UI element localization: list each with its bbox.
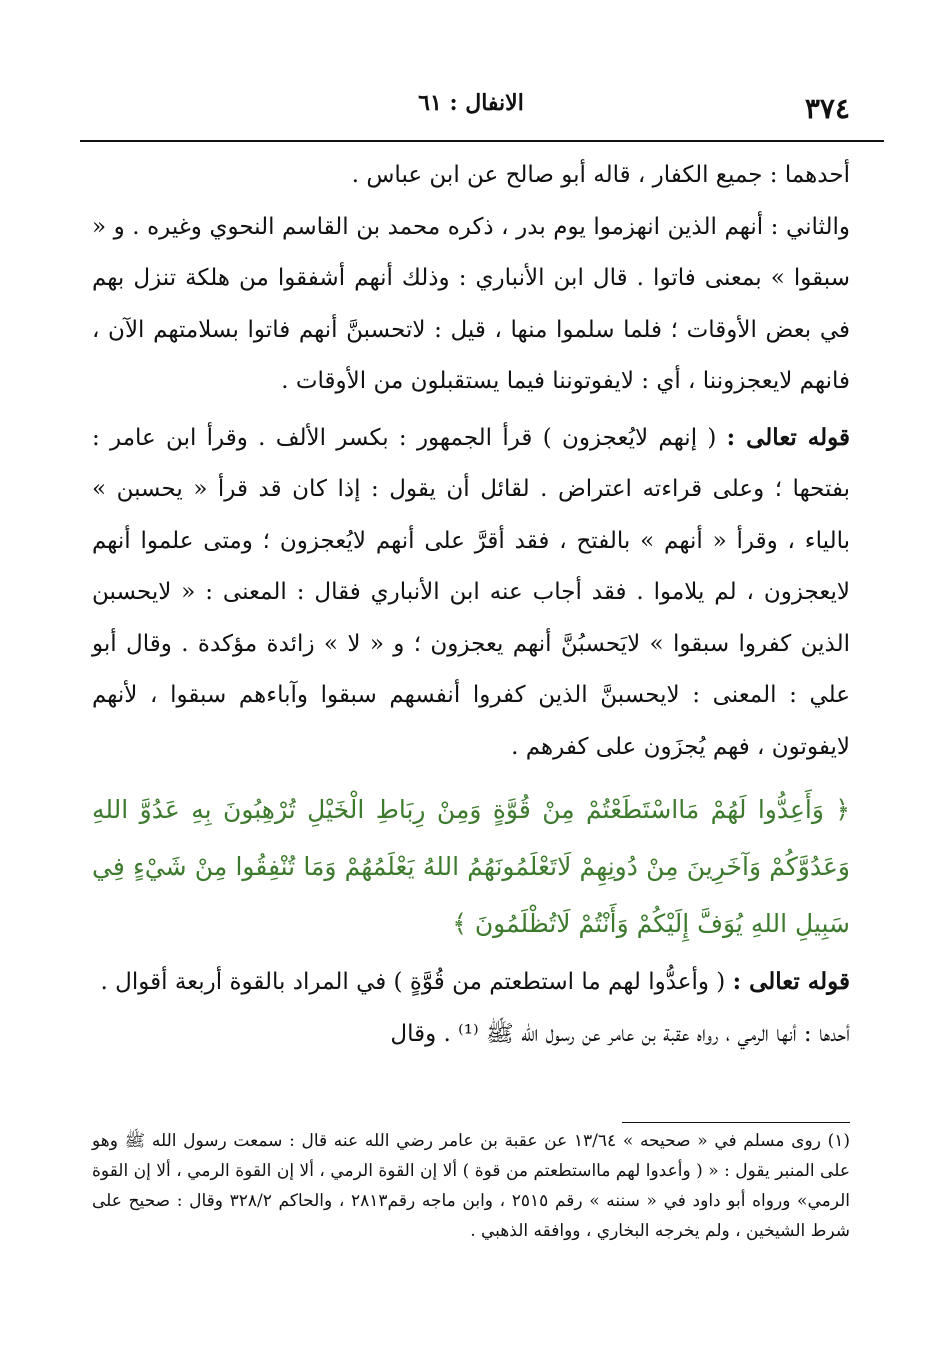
paragraph-verse-commentary — [92, 956, 850, 1009]
footnote-1: (١) روى مسلم في « صحيحه » ١٣/٦٤ عن عقبة بن عامر رضي الله عنه قال : سمعت رسول الله ﷺ وهو على المنبر يقول : « ( وأعدوا لهم مااستطعتم من قوة ) ألا إن القوة الرمي ، ألا إن القوة الرمي ، ألا إن القوة الرمي» ورواه أبو داود في « سننه » رقم ٢٥١٥ ، وابن ماجه رقم٢٨١٣ ، والحاكم ٣٢٨/٢ وقال : صحيح على شرط الشيخين ، ولم يخرجه البخاري ، ووافقه الذهبي . — [92, 1131, 851, 1241]
running-title: الانفال : ٦١ — [418, 90, 524, 116]
page-number: ٣٧٤ — [804, 92, 850, 125]
verse-commentary-lead: قوله تعالى : — [732, 968, 850, 995]
paragraph-commentary — [92, 412, 850, 774]
header-divider — [80, 140, 884, 142]
page-header — [80, 82, 862, 125]
paragraph-second-saying: والثاني : أنهم الذين انهزموا يوم بدر ، ذكره محمد بن القاسم النحوي وغيره . و « سبقوا » بمعنى فاتوا . قال ابن الأنباري : وذلك أنهم أشفقوا من هلكة تنزل بهم في بعض الأوقات ؛ فلما سلموا منها ، قيل : لاتحسبنَّ أنهم فاتوا بسلامتهم الآن ، فانهم لايعجزوننا ، أي : لايفوتوننا فيما يستقبلون من الأوقات . — [92, 213, 850, 394]
commentary-text: ( إنهم لايُعجزون ) قرأ الجمهور : بكسر الألف . وقرأ ابن عامر : بفتحها ؛ وعلى قراءته اعتراض . لقائل أن يقول : إذا كان قد قرأ « يحسبن » بالياء ، وقرأ « أنهم » بالفتح ، فقد أقرَّ على أنهم لايُعجزون ؛ ومتى علموا أنهم لايعجزون ، لم يلاموا . فقد أجاب عنه ابن الأنباري فقال : المعنى : « لايحسبن الذين كفروا سبقوا » لايَحسبُنَّ أنهم يعجزون ؛ و « لا » زائدة مؤكدة . وقال أبو علي : المعنى : لايحسبنَّ الذين كفروا أنفسهم سبقوا وآباءهم سبقوا ، لأنهم لايفوتون ، فهم يُجزَون على كفرهم . — [92, 424, 850, 760]
paragraph-first-saying: أحدهما : جميع الكفار ، قاله أبو صالح عن ابن عباس . — [351, 162, 850, 188]
commentary-lead: قوله تعالى : — [726, 423, 851, 451]
footnotes — [92, 1126, 850, 1246]
footnote-divider — [622, 1122, 850, 1123]
main-text — [92, 150, 850, 1060]
verse-commentary-text: ( وأعدُّوا لهم ما استطعتم من قُوَّةٍ ) في المراد بالقوة أربعة أقوال . — [100, 969, 726, 995]
paragraph-first-opinion: أحدها : أنها الرمي ، رواه عقبة بن عامر عن رسول الله ﷺ ⁽¹⁾ . وقال — [390, 1020, 850, 1047]
quran-verse: ﴿ وَأَعِدُّوا لَهُمْ مَااسْتَطَعْتُمْ مِنْ قُوَّةٍ وَمِنْ رِبَاطِ الْخَيْلِ تُرْهِبُونَ بِهِ عَدُوَّ اللهِ وَعَدُوَّكُمْ وَآخَرِينَ مِنْ دُونِهِمْ لَاتَعْلَمُونَهُمُ اللهُ يَعْلَمُهُمْ وَمَا تُنْفِقُوا مِنْ شَيْءٍ فِي سَبِيلِ اللهِ يُوَفَّ إِلَيْكُمْ وَأَنْتُمْ لَاتُظْلَمُونَ ﴾ — [92, 795, 850, 938]
